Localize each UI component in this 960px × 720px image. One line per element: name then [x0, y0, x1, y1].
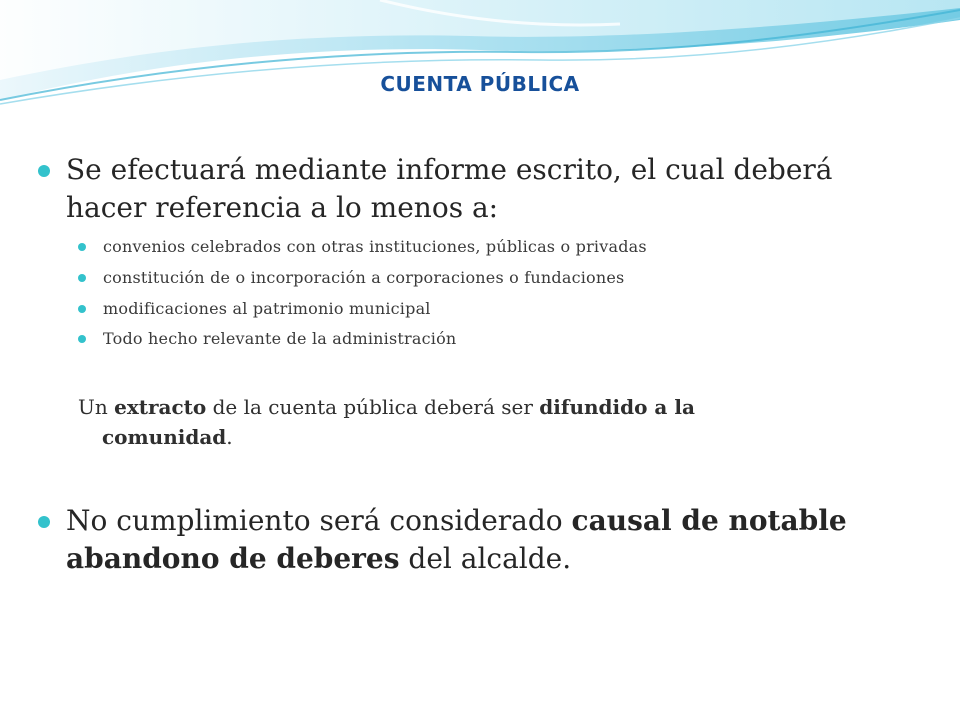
sub-bullet-marker-icon: [78, 305, 86, 313]
sub-item: convenios celebrados con otras instituciones, públicas o privadas: [103, 237, 647, 256]
sub-bullet-marker-icon: [78, 335, 86, 343]
bullet-main-1-line-1: Se efectuará mediante informe escrito, el cual deberá: [66, 153, 833, 186]
sub-item: Todo hecho relevante de la administración: [103, 329, 457, 348]
bullet-main-2-text-2: del alcalde.: [399, 542, 572, 575]
slide-title: CUENTA PÚBLICA: [380, 72, 580, 96]
bullet-main-1-line-2: hacer referencia a lo menos a:: [66, 191, 499, 224]
note-text-3: .: [226, 425, 233, 449]
sub-bullet-marker-icon: [78, 243, 86, 251]
bullet-marker-icon: [38, 516, 50, 528]
note-bold-difundido: difundido a la: [539, 395, 695, 419]
bullet-main-1: [66, 151, 916, 227]
sub-item: modificaciones al patrimonio municipal: [103, 299, 431, 318]
note-text-2: de la cuenta pública deberá ser: [206, 395, 540, 419]
bullet-main-2-bold-2: abandono de deberes: [66, 542, 400, 575]
bullet-main-2: [66, 502, 916, 578]
note-text-1: Un: [78, 395, 115, 419]
sub-bullet-marker-icon: [78, 274, 86, 282]
note-bold-extracto: extracto: [114, 395, 207, 419]
bullet-marker-icon: [38, 165, 50, 177]
bullet-main-2-bold-1: causal de notable: [571, 504, 847, 537]
note-bold-comunidad: comunidad: [102, 425, 227, 449]
bullet-main-2-text-1: No cumplimiento será considerado: [66, 504, 572, 537]
sub-item: constitución de o incorporación a corporaciones o fundaciones: [103, 268, 625, 287]
extract-note: [78, 392, 898, 452]
